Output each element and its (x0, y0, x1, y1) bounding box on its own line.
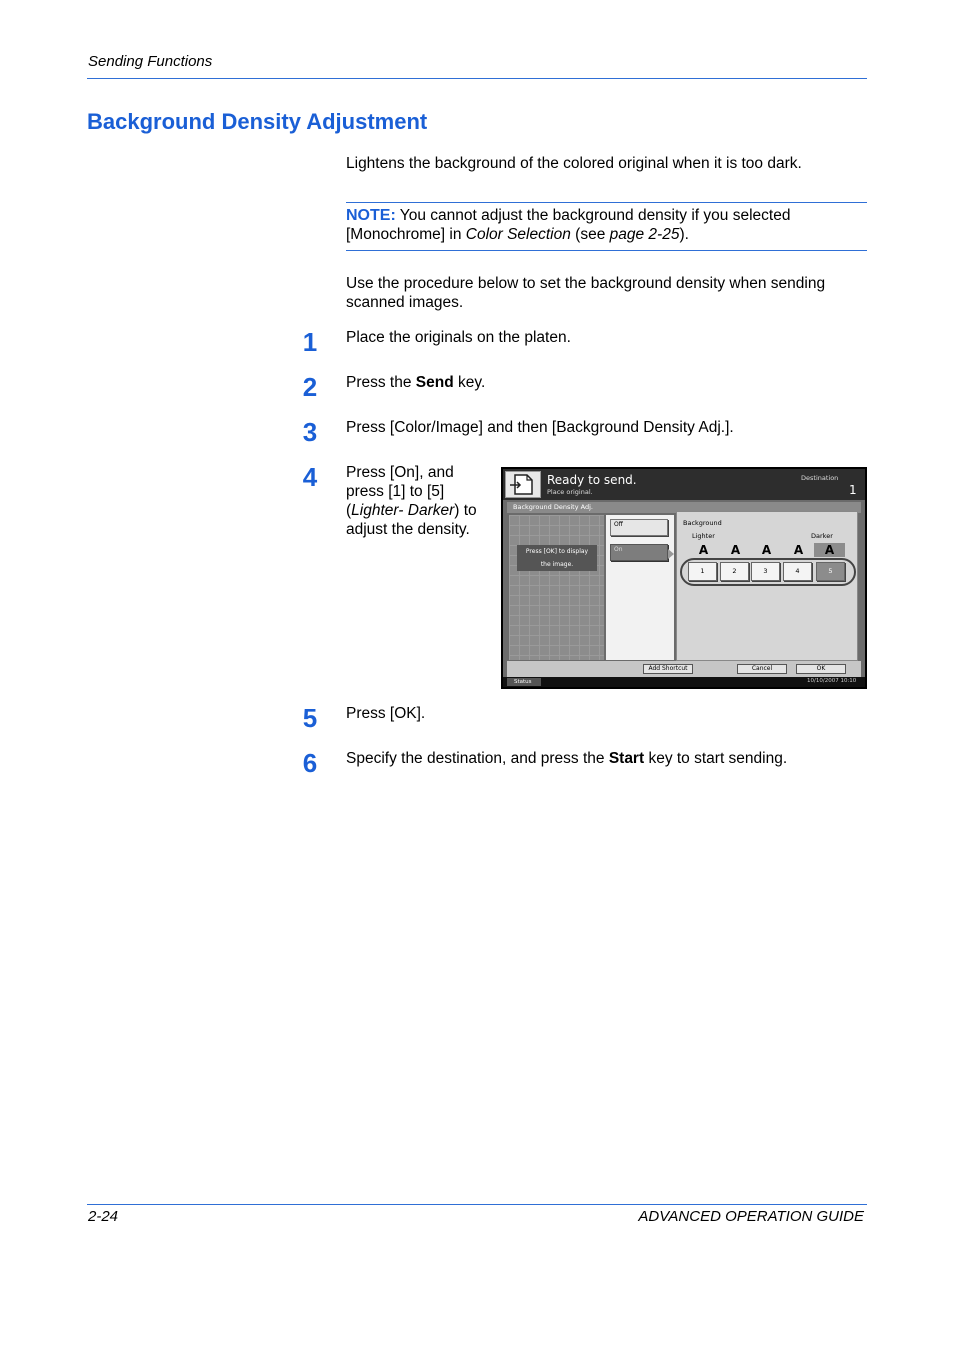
intro-text: Lightens the background of the colored original when it is too dark. (346, 155, 802, 172)
status-button[interactable]: Status (507, 678, 541, 686)
note-italic-a: Color Selection (465, 226, 571, 243)
date-time: 10/10/2007 10:10 (807, 678, 857, 684)
ready-status: Ready to send. (547, 473, 637, 487)
note-text-b: (see (570, 226, 610, 243)
step-text (346, 373, 485, 392)
note-text-a: You cannot adjust the background density if you selected [Monochrome] in (346, 207, 791, 243)
document-icon (505, 471, 541, 498)
note-top-rule (346, 202, 867, 203)
page-title: Background Density Adjustment (87, 109, 428, 134)
density-sample-icon: A (814, 543, 845, 557)
density-sample-icon: A (698, 543, 709, 557)
panel-action-bar (507, 661, 861, 677)
step-text-pre: Press the (346, 374, 416, 391)
step-number: 6 (302, 748, 318, 778)
step-text-italic: Lighter- Darker (351, 502, 455, 519)
level-button-4[interactable]: 4 (783, 562, 812, 581)
step-text-post: key. (453, 374, 486, 391)
note-bottom-rule (346, 250, 867, 251)
preview-message-line1: Press [OK] to display (525, 548, 589, 555)
ok-button[interactable]: OK (796, 664, 846, 674)
lighter-label: Lighter (692, 532, 715, 540)
preview-area (509, 515, 604, 660)
note-box (346, 206, 846, 244)
procedure-intro: Use the procedure below to set the background density when sending scanned images. (346, 275, 826, 311)
cancel-button[interactable]: Cancel (737, 664, 787, 674)
note-label: NOTE: (346, 207, 396, 224)
selection-arrow-icon (668, 549, 674, 559)
preview-message (517, 545, 597, 571)
step-text-post: ) to adjust the density. (346, 502, 477, 538)
page-number: 2-24 (88, 1208, 119, 1225)
level-button-2[interactable]: 2 (720, 562, 749, 581)
level-button-3[interactable]: 3 (751, 562, 780, 581)
destination-label: Destination (801, 474, 839, 482)
tab-label: Background Density Adj. (513, 503, 593, 511)
off-button[interactable]: Off (610, 519, 668, 536)
status-subtext: Place original. (547, 488, 593, 496)
density-sample-icon: A (793, 543, 804, 557)
system-status-bar (503, 677, 865, 687)
add-shortcut-button[interactable]: Add Shortcut (643, 664, 693, 674)
step-text-pre: Press [On], and press [1] to [5] ( (346, 464, 454, 519)
level-button-1[interactable]: 1 (688, 562, 717, 581)
guide-title: ADVANCED OPERATION GUIDE (638, 1208, 864, 1225)
step-number: 5 (302, 703, 318, 733)
key-name-start: Start (608, 750, 645, 767)
footer-rule (87, 1204, 867, 1205)
density-sample-icon: A (730, 543, 741, 557)
operation-panel-screenshot (501, 467, 867, 689)
darker-label: Darker (811, 532, 833, 540)
panel-status-bar (503, 469, 865, 500)
step-text: Press [OK]. (346, 705, 426, 722)
destination-count: 1 (849, 483, 857, 497)
note-italic-b: page 2-25 (609, 226, 680, 243)
on-button[interactable]: On (610, 544, 668, 561)
background-label: Background (683, 519, 722, 527)
density-sample-icon: A (761, 543, 772, 557)
step-text (346, 749, 787, 768)
section-header: Sending Functions (88, 53, 213, 70)
step-text (346, 463, 488, 539)
key-name-send: Send (415, 374, 454, 391)
step-number: 1 (302, 327, 318, 357)
level-button-5[interactable]: 5 (816, 562, 845, 581)
density-settings (676, 511, 858, 661)
step-number: 4 (302, 462, 318, 492)
step-text: Press [Color/Image] and then [Background Density Adj.]. (346, 419, 734, 436)
step-text-pre: Specify the destination, and press the (346, 750, 609, 767)
step-number: 3 (302, 417, 318, 447)
step-text-post: key to start sending. (644, 750, 788, 767)
header-rule (87, 78, 867, 79)
note-text-c: ). (679, 226, 689, 243)
step-number: 2 (302, 372, 318, 402)
step-text: Place the originals on the platen. (346, 329, 571, 346)
preview-message-line2: the image. (540, 561, 574, 568)
on-off-column (606, 515, 674, 660)
